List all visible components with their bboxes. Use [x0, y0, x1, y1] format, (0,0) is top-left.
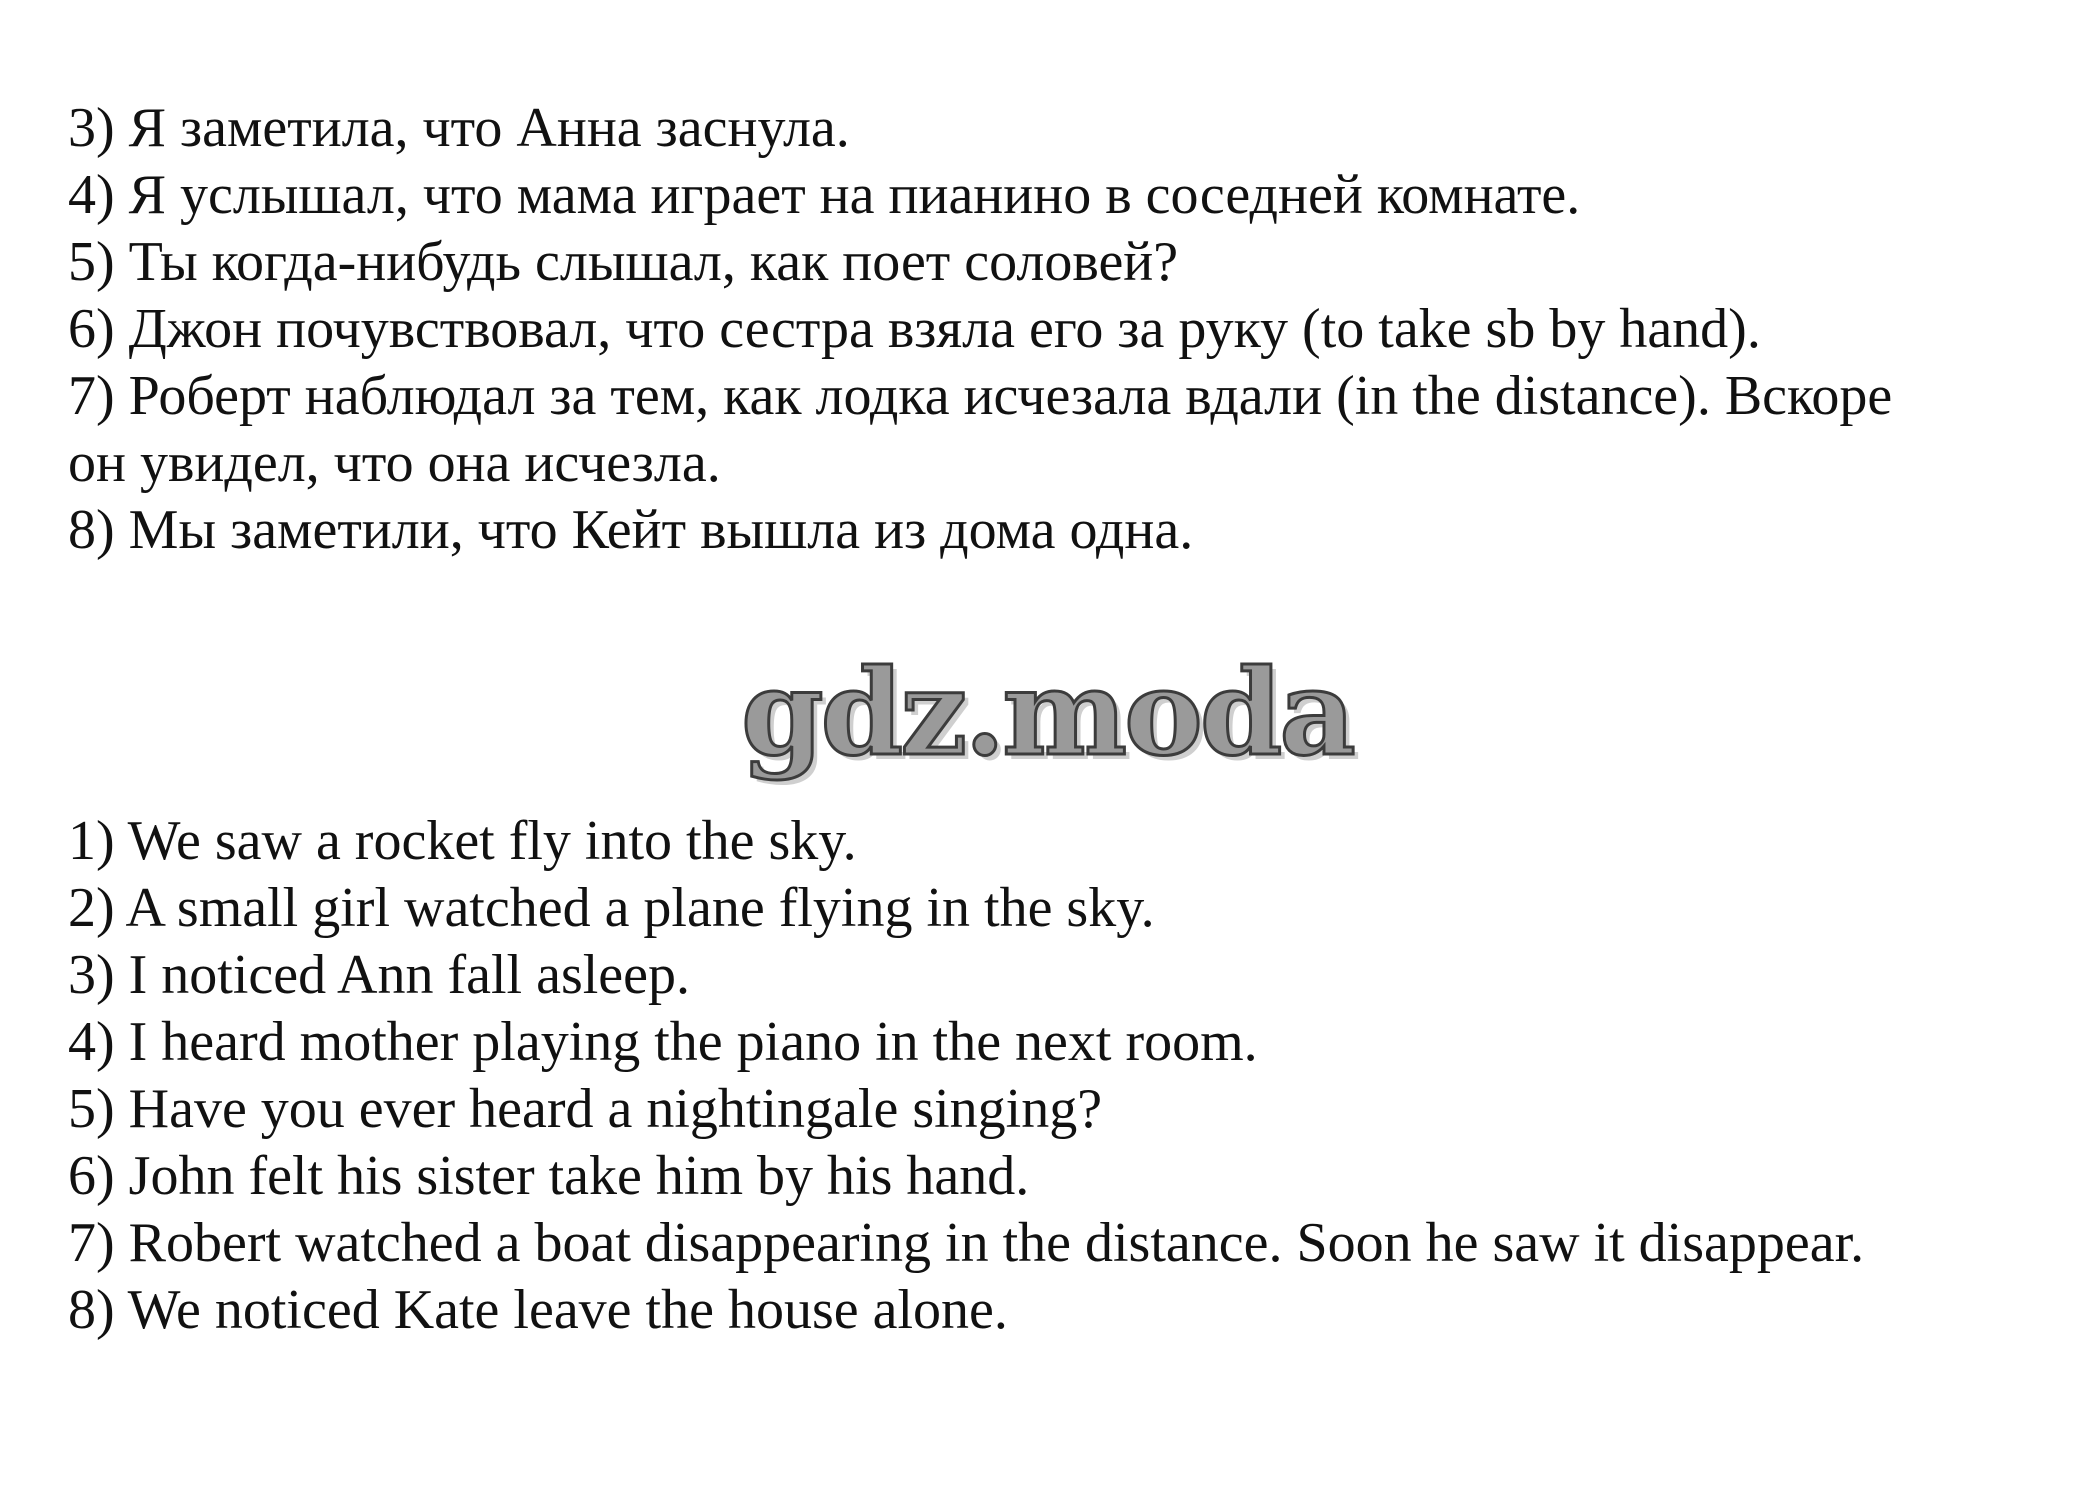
english-answer-5: 5) Have you ever heard a nightingale singing?: [68, 1078, 1103, 1140]
russian-sentence-7-continued: он увидел, что она исчезла.: [68, 432, 721, 494]
english-answer-7: 7) Robert watched a boat disappearing in the distance. Soon he saw it disappear.: [68, 1212, 1865, 1274]
english-answer-6: 6) John felt his sister take him by his hand.: [68, 1145, 1030, 1207]
english-answer-1: 1) We saw a rocket fly into the sky.: [68, 810, 857, 872]
russian-sentence-5: 5) Ты когда-нибудь слышал, как поет соловей?: [68, 231, 1179, 293]
english-answers-list: [68, 808, 1864, 1344]
english-answer-3: 3) I noticed Ann fall asleep.: [68, 944, 691, 1006]
english-answer-4: 4) I heard mother playing the piano in the next room.: [68, 1011, 1258, 1073]
russian-sentence-3: 3) Я заметила, что Анна заснула.: [68, 97, 850, 159]
russian-sentence-4: 4) Я услышал, что мама играет на пианино в соседней комнате.: [68, 164, 1581, 226]
russian-sentence-6: 6) Джон почувствовал, что сестра взяла его за руку (to take sb by hand).: [68, 298, 1761, 360]
russian-sentence-8: 8) Мы заметили, что Кейт вышла из дома одна.: [68, 499, 1194, 561]
english-answer-2: 2) A small girl watched a plane flying in the sky.: [68, 877, 1155, 939]
english-answer-8: 8) We noticed Kate leave the house alone.: [68, 1279, 1008, 1341]
russian-sentences-list: [68, 95, 1892, 564]
russian-sentence-7: 7) Роберт наблюдал за тем, как лодка исчезала вдали (in the distance). Вскоре: [68, 365, 1893, 427]
watermark-logo: gdz.moda: [741, 643, 1353, 782]
